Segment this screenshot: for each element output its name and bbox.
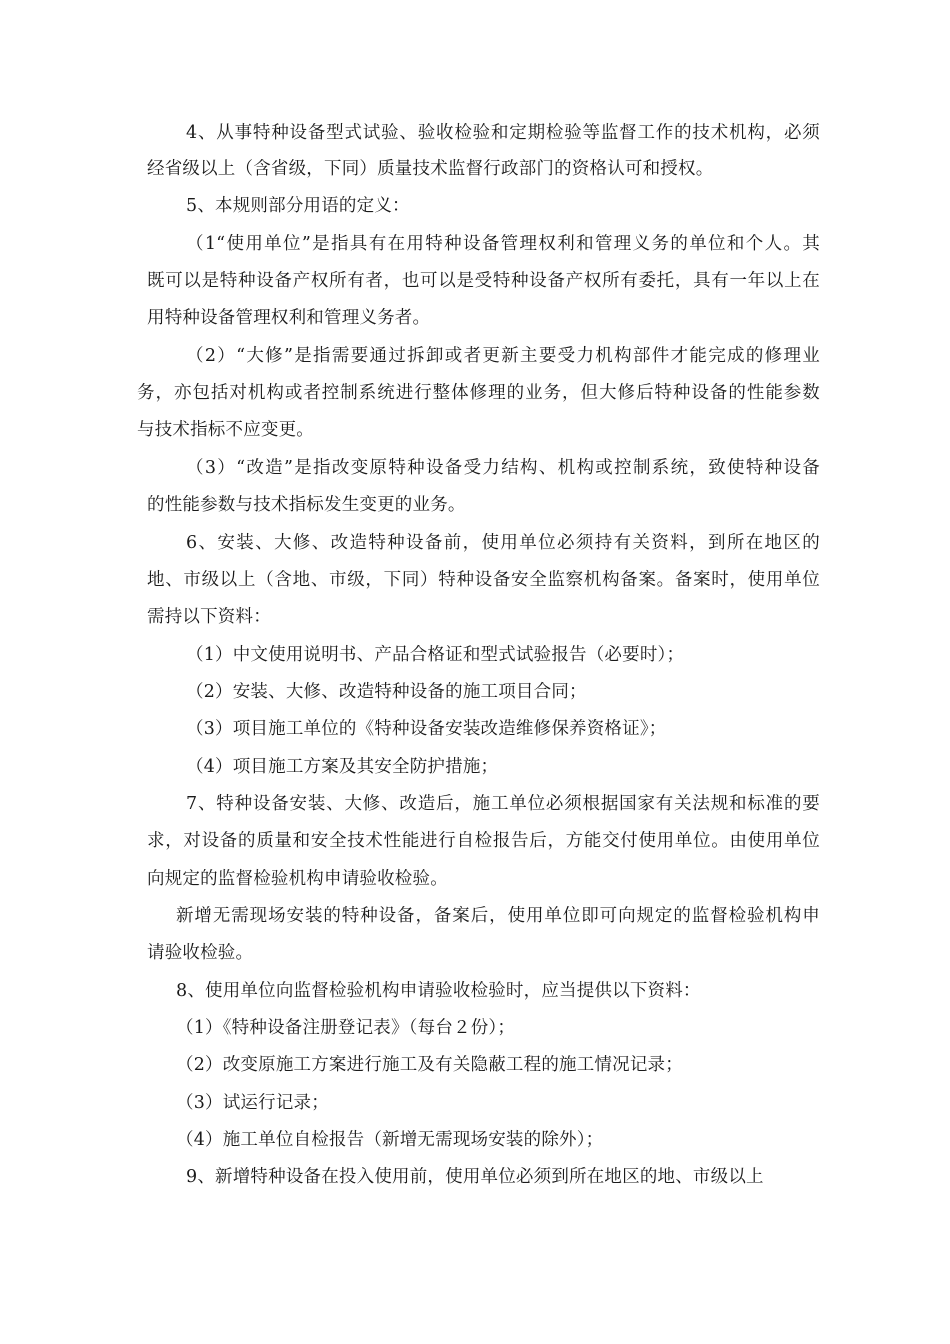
text-line: 经省级以上（含省级，下同）质量技术监督行政部门的资格认可和授权。 (147, 159, 714, 179)
text-line: （3）项目施工单位的《特种设备安装改造维修保养资格证》； (186, 719, 667, 739)
text-line: 的性能参数与技术指标发生变更的业务。 (147, 495, 466, 515)
text-line: （2）安装、大修、改造特种设备的施工项目合同； (186, 682, 587, 702)
text-line: （3）“改造”是指改变原特种设备受力结构、机构或控制系统，致使特种设备 (186, 458, 820, 478)
text-line: （4）施工单位自检报告（新增无需现场安装的除外）； (176, 1130, 604, 1150)
text-line: 5、本规则部分用语的定义： (186, 196, 410, 216)
text-line: 向规定的监督检验机构申请验收检验。 (147, 869, 448, 889)
text-line: 8、使用单位向监督检验机构申请验收检验时，应当提供以下资料： (176, 981, 701, 1001)
text-line: 需持以下资料： (147, 607, 271, 627)
text-line: 务，亦包括对机构或者控制系统进行整体修理的业务，但大修后特种设备的性能参数 (137, 383, 820, 403)
text-line: 7、特种设备安装、大修、改造后，施工单位必须根据国家有关法规和标准的要 (186, 794, 820, 814)
text-line: 请验收检验。 (147, 943, 254, 963)
text-line: 用特种设备管理权利和管理义务者。 (147, 308, 431, 328)
text-line: 6、安装、大修、改造特种设备前，使用单位必须持有关资料，到所在地区的 (186, 533, 820, 553)
text-line: （1）中文使用说明书、产品合格证和型式试验报告（必要时）； (186, 645, 685, 665)
text-line: （1）《特种设备注册登记表》（每台２份）； (176, 1018, 516, 1038)
text-line: （2）“大修”是指需要通过拆卸或者更新主要受力机构部件才能完成的修理业 (186, 346, 820, 366)
text-line: （2）改变原施工方案进行施工及有关隐蔽工程的施工情况记录； (176, 1055, 683, 1075)
text-line: 4、从事特种设备型式试验、验收检验和定期检验等监督工作的技术机构，必须 (186, 123, 820, 143)
text-line: 既可以是特种设备产权所有者，也可以是受特种设备产权所有委托，具有一年以上在 (147, 271, 820, 291)
text-line: 与技术指标不应变更。 (137, 420, 314, 440)
text-line: （4）项目施工方案及其安全防护措施； (186, 757, 499, 777)
text-line: 新增无需现场安装的特种设备，备案后，使用单位即可向规定的监督检验机构申 (176, 906, 820, 926)
text-line: （3）试运行记录； (176, 1093, 329, 1113)
text-line: 地、市级以上（含地、市级，下同）特种设备安全监察机构备案。备案时，使用单位 (147, 570, 820, 590)
text-line: 求，对设备的质量和安全技术性能进行自检报告后，方能交付使用单位。由使用单位 (147, 831, 820, 851)
text-line: 9、新增特种设备在投入使用前，使用单位必须到所在地区的地、市级以上 (186, 1167, 764, 1187)
text-line: （1“使用单位”是指具有在用特种设备管理权利和管理义务的单位和个人。其 (186, 234, 820, 254)
